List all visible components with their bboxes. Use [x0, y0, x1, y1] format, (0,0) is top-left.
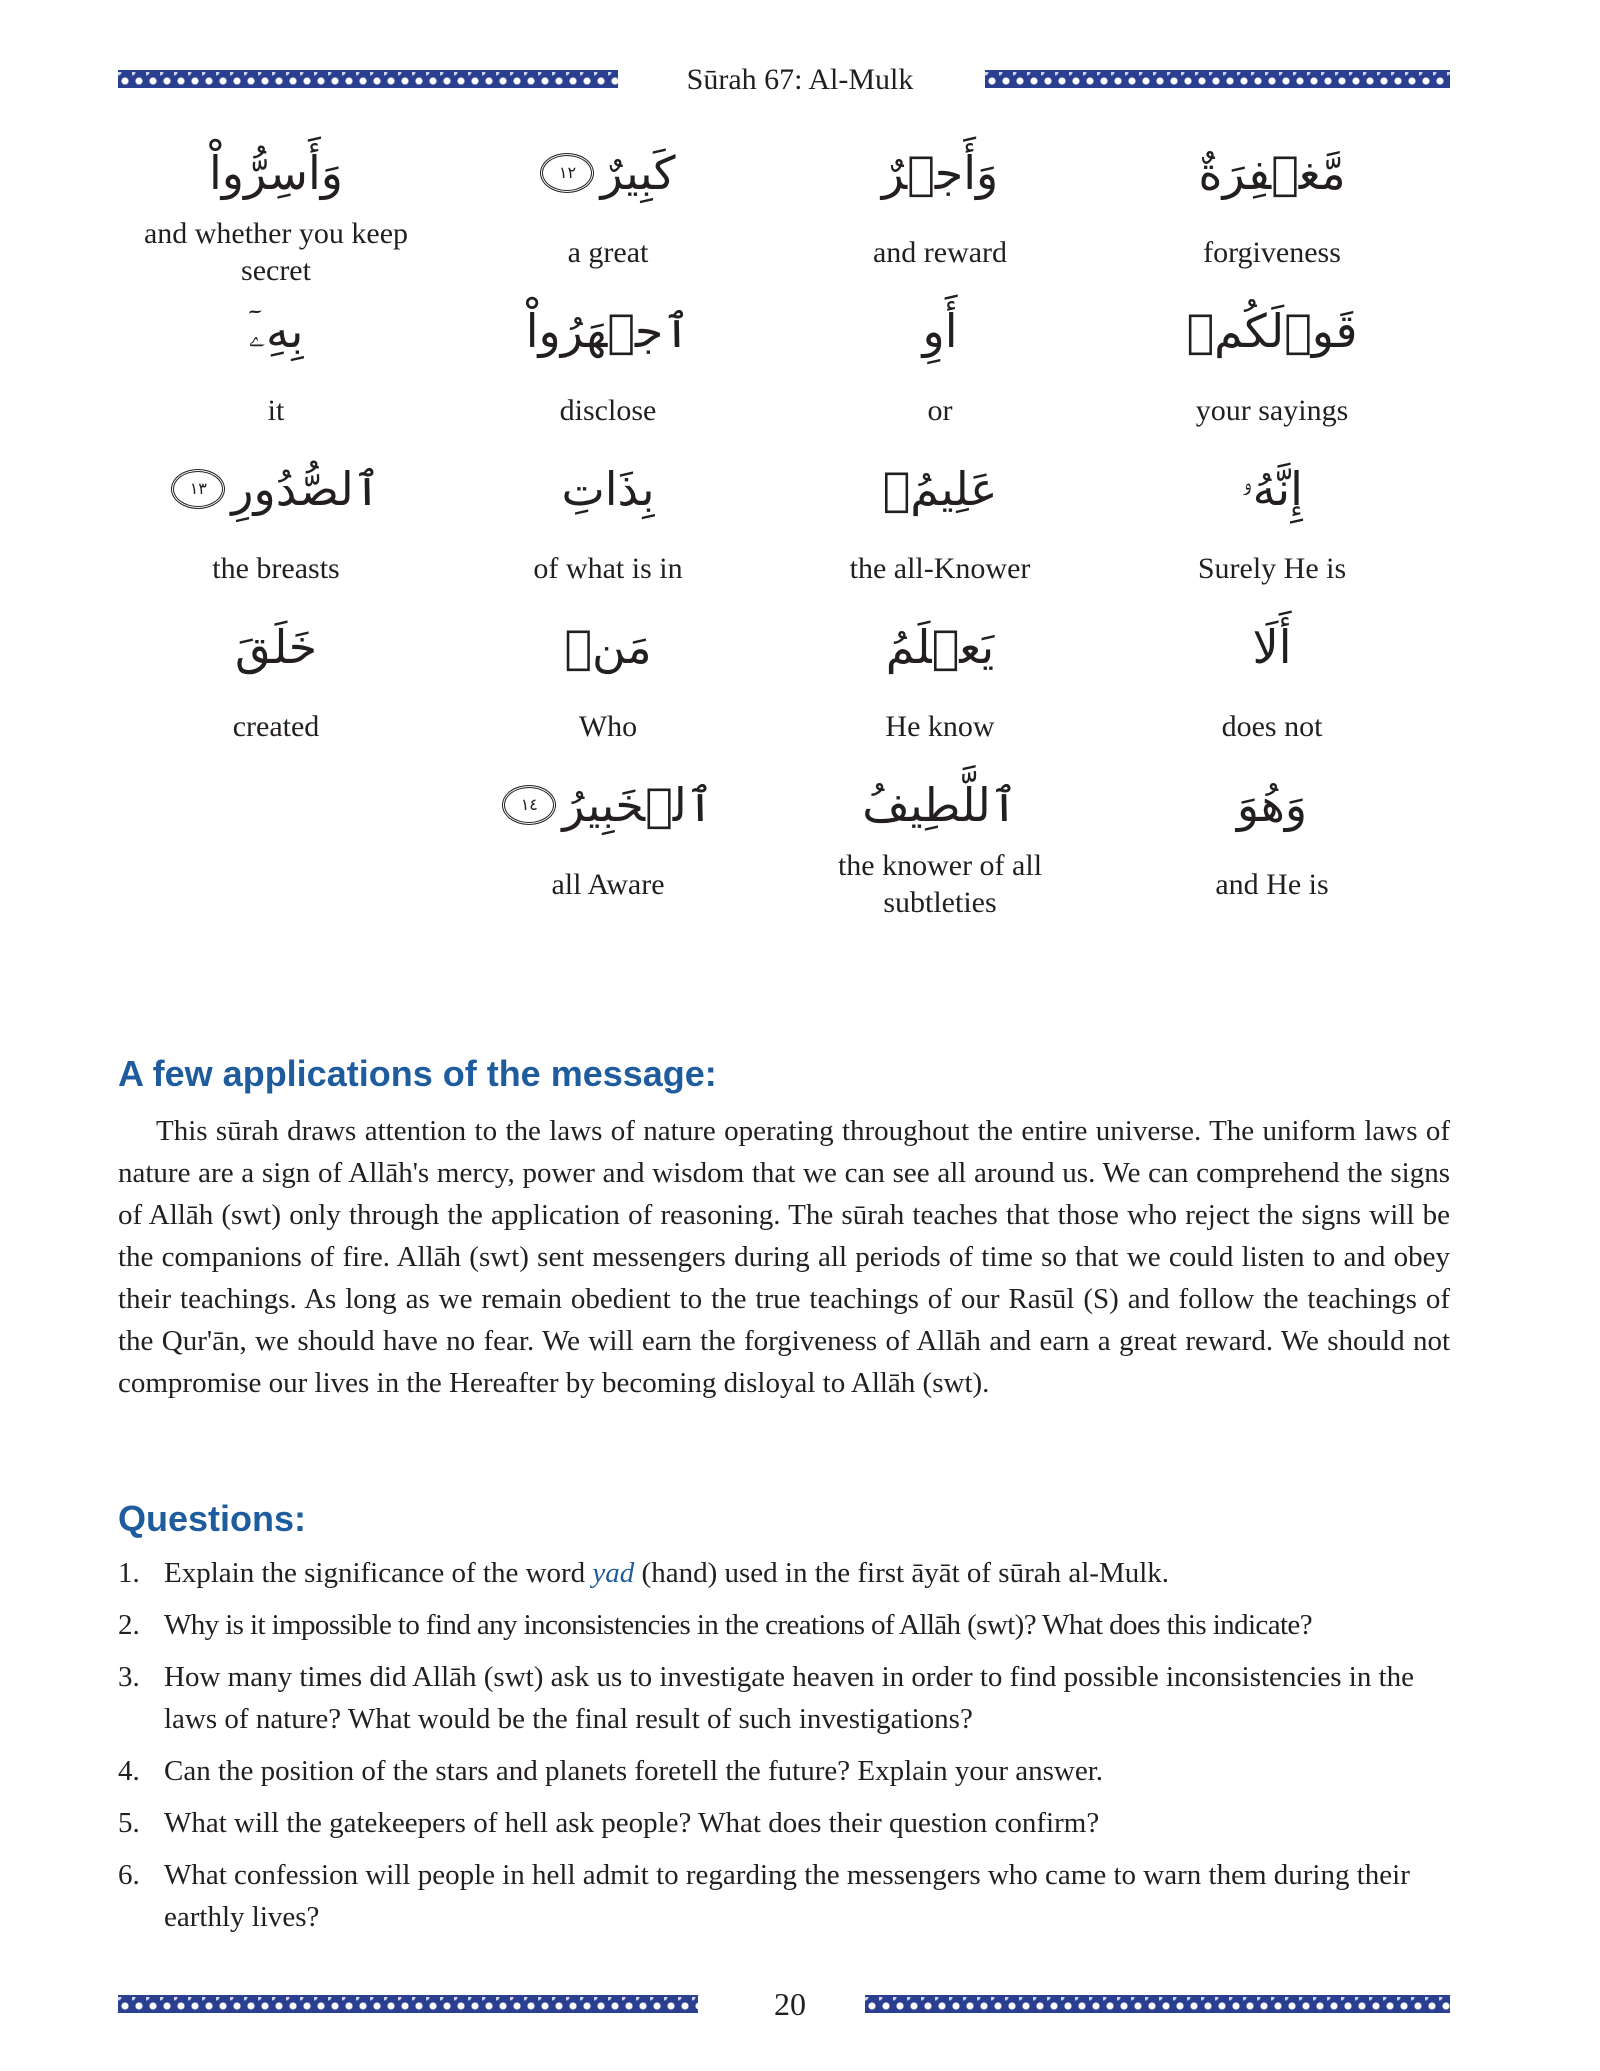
question-text: Why is it impossible to find any inconsistencies in the creations of Allāh (swt)? What does this indicate?: [164, 1609, 1312, 1641]
vocabulary-grid: [110, 130, 1440, 920]
arabic-text: أَوِ: [922, 304, 958, 358]
ayah-number-marker: ١٣: [171, 469, 225, 509]
english-meaning: created: [232, 709, 320, 743]
question-number: 6.: [118, 1859, 140, 1891]
arabic-text: ٱلۡخَبِيرُ: [562, 778, 714, 832]
arabic-word: [882, 130, 998, 216]
arabic-text: بِذَاتِ: [561, 462, 655, 516]
arabic-word: [1237, 762, 1307, 848]
question-text: What will the gatekeepers of hell ask people? What does their question confirm?: [164, 1807, 1100, 1839]
arabic-word: [923, 288, 958, 374]
questions-heading: Questions:: [118, 1498, 307, 1539]
arabic-text: مَنۡ: [564, 620, 652, 674]
vocab-entry: [442, 604, 774, 762]
arabic-word: [1241, 446, 1303, 532]
page-number: 20: [774, 1986, 806, 2022]
arabic-text: وَأَسِرُّواْ: [209, 146, 343, 200]
question-text-part: Explain the significance of the word: [164, 1557, 593, 1589]
arabic-text: مَّغۡفِرَةٌ: [1198, 146, 1346, 200]
english-meaning: does not: [1221, 709, 1323, 743]
vocab-row: [110, 446, 1440, 604]
question-number: 4.: [118, 1755, 140, 1787]
arabic-word: [883, 446, 998, 532]
question-text: How many times did Allāh (swt) ask us to investigate heaven in order to find possible inconsistencies in the laws of nature? What would be the final result of such investigations?: [164, 1661, 1415, 1735]
footer-ornament-left: [118, 1995, 698, 2013]
vocab-row: [110, 604, 1440, 762]
vocab-entry: [110, 288, 442, 446]
ayah-number-marker: ١٢: [540, 153, 594, 193]
arabic-word: [502, 762, 713, 848]
question-item: [118, 1802, 1450, 1844]
vocab-entry: [442, 130, 774, 288]
question-text: [164, 1552, 1450, 1594]
arabic-word: [171, 446, 380, 532]
arabic-word: [540, 130, 675, 216]
question-number: 1.: [118, 1557, 140, 1589]
english-meaning: forgiveness: [1203, 235, 1341, 269]
question-number: 2.: [118, 1609, 140, 1641]
english-meaning: and whether you keep secret: [143, 217, 409, 287]
arabic-text: خَلَقَ: [234, 620, 318, 674]
vocab-entry: [110, 130, 442, 288]
arabic-word: [862, 762, 1017, 848]
english-meaning: the all-Knower: [849, 551, 1031, 585]
arabic-word: [526, 288, 691, 374]
footer-ornament-right: [865, 1995, 1450, 2013]
vocab-entry: [774, 130, 1106, 288]
applications-heading: A few applications of the message:: [118, 1053, 717, 1094]
question-item: [118, 1854, 1450, 1938]
vocab-entry: [774, 604, 1106, 762]
english-meaning: your sayings: [1195, 393, 1349, 427]
vocab-row: [110, 288, 1440, 446]
english-meaning: it: [267, 393, 285, 427]
arabic-word: [561, 446, 654, 532]
ayah-number-marker: ١٤: [502, 785, 556, 825]
applications-paragraph: This sūrah draws attention to the laws of nature operating throughout the entire universe. The uniform laws of nature are a sign of Allāh's mercy, power and wisdom that we can see all around us. We can comprehend the signs of Allāh (swt) only through the application of reasoning. The sūrah teaches that those who reject the signs will be the companions of fire. Allāh (swt) sent messengers during all periods of time so that we could listen to and obey their teachings. As long as we remain obedient to the true teachings of our Rasūl (S) and follow the teachings of the Qur'ān, we should have no fear. We will earn the forgiveness of Allāh and earn a great reward. We should not compromise our lives in the Hereafter by becoming disloyal to Allāh (swt).: [118, 1115, 1450, 1399]
question-number: 3.: [118, 1661, 140, 1693]
english-meaning: and He is: [1215, 867, 1329, 901]
question-text: What confession will people in hell admit to regarding the messengers who came to warn them during their earthly lives?: [164, 1859, 1410, 1933]
english-meaning: Surely He is: [1197, 551, 1347, 585]
english-meaning: He know: [885, 709, 995, 743]
vocab-entry: [442, 288, 774, 446]
question-number: 5.: [118, 1807, 140, 1839]
arabic-text: عَلِيمُۢ: [882, 462, 998, 516]
vocab-entry: [110, 446, 442, 604]
page-header-title: Sūrah 67: Al-Mulk: [686, 63, 914, 96]
english-meaning: all Aware: [551, 867, 665, 901]
vocab-entry: [442, 446, 774, 604]
question-text-part: (hand) used in the first āyāt of sūrah al-Mulk.: [634, 1557, 1170, 1589]
arabic-word: [209, 130, 343, 216]
arabic-word: [564, 604, 651, 690]
english-meaning: of what is in: [533, 551, 683, 585]
english-meaning: disclose: [559, 393, 657, 427]
vocab-entry: [774, 762, 1106, 920]
arabic-word: [235, 604, 317, 690]
arabic-text: وَهُوَ: [1236, 778, 1308, 832]
arabic-text: يَعۡلَمُ: [885, 620, 995, 674]
question-item: [118, 1656, 1450, 1740]
english-meaning: the knower of all subtleties: [837, 849, 1043, 919]
question-item: [118, 1750, 1450, 1792]
questions-list: [118, 1552, 1450, 1948]
question-text: Can the position of the stars and planets foretell the future? Explain your answer.: [164, 1755, 1104, 1787]
question-item: [118, 1604, 1450, 1646]
arabic-text: قَوۡلَكُمۡ: [1186, 304, 1358, 358]
header-ornament-right: [985, 70, 1450, 88]
vocab-entry: [110, 604, 442, 762]
english-meaning: and reward: [872, 235, 1008, 269]
question-emphasis-word: yad: [592, 1557, 635, 1589]
vocab-row: [110, 130, 1440, 288]
arabic-text: إِنَّهُۥ: [1241, 462, 1303, 516]
arabic-word: [1187, 288, 1358, 374]
vocab-entry: [774, 288, 1106, 446]
header-ornament-left: [118, 70, 618, 88]
english-meaning: Who: [578, 709, 638, 743]
vocab-entry: [442, 762, 774, 920]
vocab-entry: [1106, 130, 1438, 288]
arabic-word: [1198, 130, 1345, 216]
english-meaning: a great: [567, 235, 649, 269]
arabic-text: وَأَجۡرٌ: [881, 146, 999, 200]
vocab-entry: [1106, 288, 1438, 446]
arabic-text: ٱللَّطِيفُ: [862, 778, 1018, 832]
vocab-row: [110, 762, 1440, 920]
vocab-entry: [1106, 604, 1438, 762]
arabic-text: أَلَا: [1252, 620, 1292, 674]
arabic-word: [1252, 604, 1291, 690]
arabic-word: [249, 288, 304, 374]
vocab-entry: [1106, 446, 1438, 604]
english-meaning: or: [927, 393, 953, 427]
question-item: [118, 1552, 1450, 1594]
english-meaning: the breasts: [212, 551, 340, 585]
arabic-text: بِهِۦٓ: [248, 304, 304, 358]
vocab-entry: [1106, 762, 1438, 920]
vocab-entry-empty: [110, 762, 442, 920]
vocab-entry: [774, 446, 1106, 604]
arabic-word: [886, 604, 994, 690]
arabic-text: ٱجۡهَرُواْ: [525, 304, 691, 358]
arabic-text: ٱلصُّدُورِ: [231, 462, 381, 516]
arabic-text: كَبِيرٌ: [600, 146, 676, 200]
